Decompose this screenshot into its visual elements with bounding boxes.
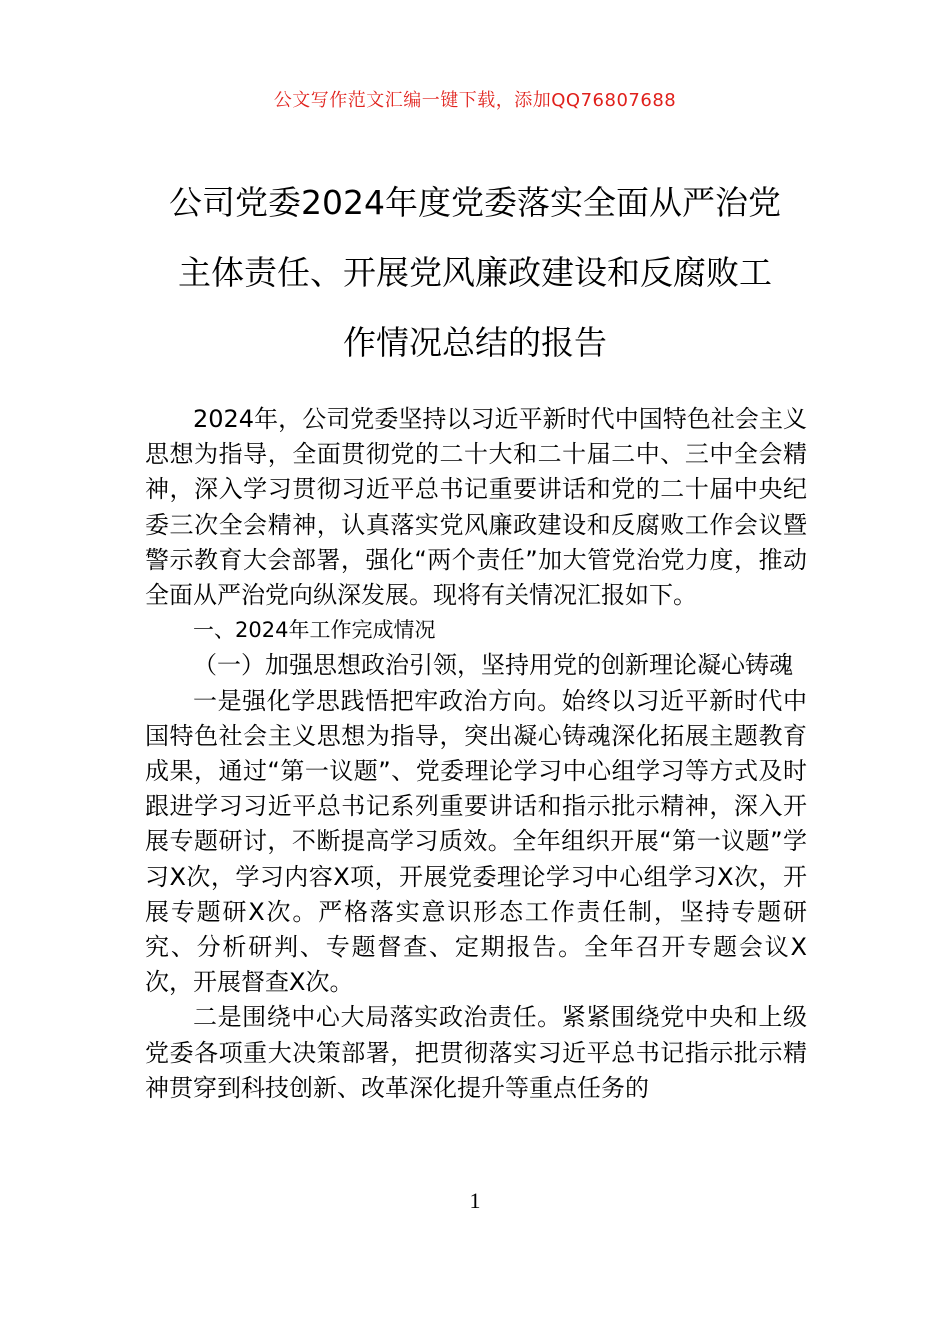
body-paragraph: 一是强化学思践悟把牢政治方向。始终以习近平新时代中国特色社会主义思想为指导，突出凝心铸魂深化拓展主题教育成果，通过“第一议题”、党委理论学习中心组学习等方式及时跟进学习习近平总书记系列重要讲话和指示批示精神，深入开展专题研讨，不断提高学习质效。全年组织开展“第一议题”学习X次，学习内容X项，开展党委理论学习中心组学习X次，开展专题研X次。严格落实意识形态工作责任制，坚持专题研究、分析研判、专题督查、定期报告。全年召开专题会议X次，开展督查X次。 xyxy=(145,686,807,997)
title-line-3: 作情况总结的报告 xyxy=(343,323,607,362)
download-banner[interactable]: 公文写作范文汇编一键下载，添加QQ76807688 xyxy=(273,90,677,111)
document-body xyxy=(145,402,807,1106)
subsection-heading: （一）加强思想政治引领，坚持用党的创新理论凝心铸魂 xyxy=(193,651,793,680)
title-line-1: 公司党委2024年度党委落实全面从严治党 xyxy=(169,183,781,222)
title-line-2: 主体责任、开展党风廉政建设和反腐败工 xyxy=(178,253,772,292)
section-heading: 一、2024年工作完成情况 xyxy=(193,618,436,643)
body-paragraph: 二是围绕中心大局落实政治责任。紧紧围绕党中央和上级党委各项重大决策部署，把贯彻落实习近平总书记指示批示精神贯穿到科技创新、改革深化提升等重点任务的 xyxy=(145,1003,807,1102)
page-number: 1 xyxy=(469,1188,481,1213)
document-title xyxy=(140,168,810,378)
intro-paragraph: 2024年，公司党委坚持以习近平新时代中国特色社会主义思想为指导，全面贯彻党的二十大和二十届二中、三中全会精神，深入学习贯彻习近平总书记重要讲话和党的二十届中央纪委三次全会精神，认真落实党风廉政建设和反腐败工作会议暨警示教育大会部署，强化“两个责任”加大管党治党力度，推动全面从严治党向纵深发展。现将有关情况汇报如下。 xyxy=(145,405,807,610)
